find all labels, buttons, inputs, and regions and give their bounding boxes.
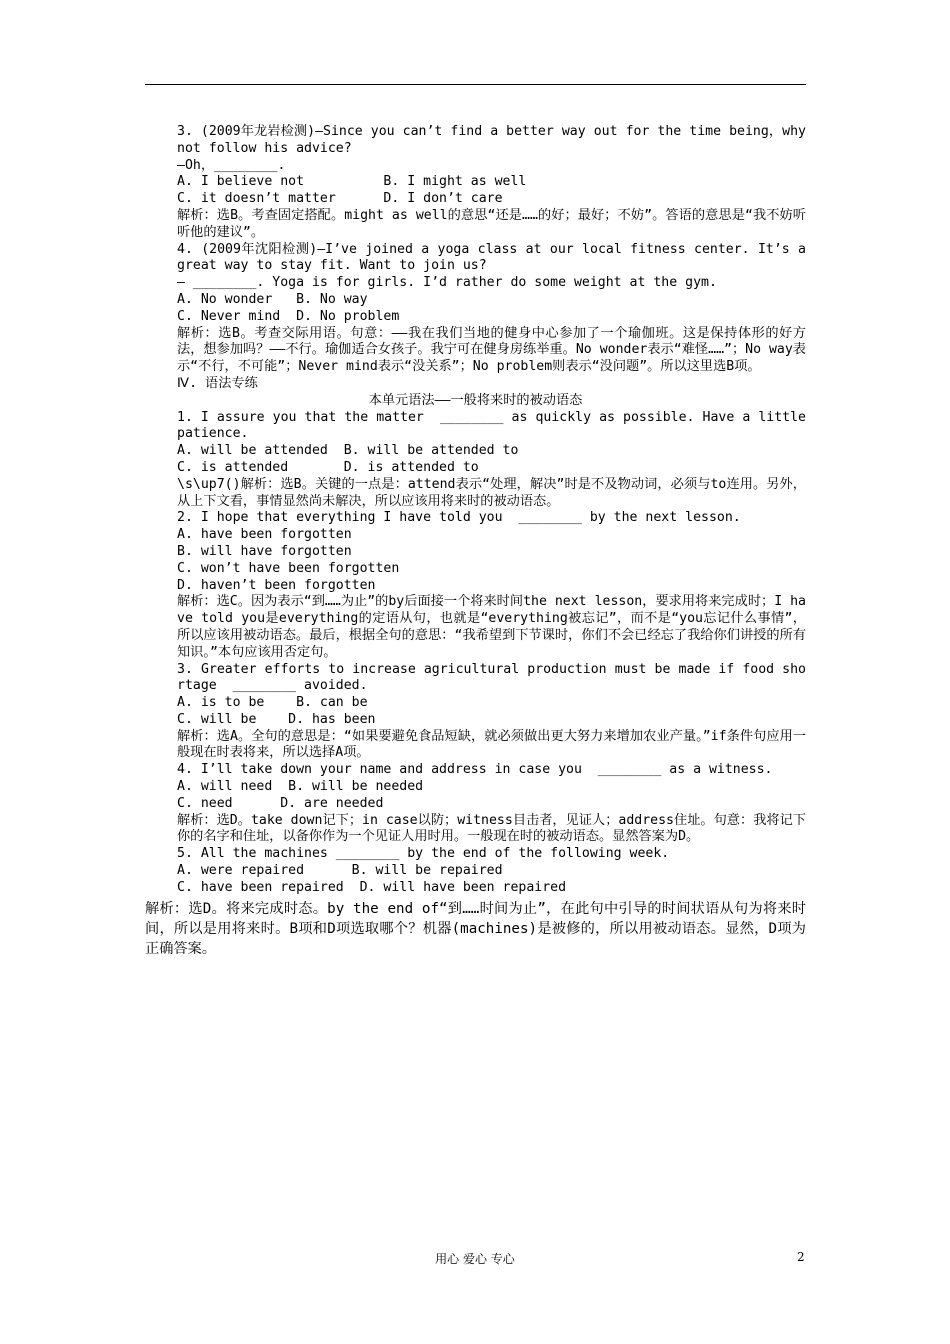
grammar-question-5-options-cd: C. have been repaired D. will have been repaired (177, 879, 567, 895)
document-body (145, 124, 814, 959)
header-rule (145, 84, 806, 85)
grammar-question-1-options-ab: A. will be attended B. will be attended to (177, 443, 519, 459)
grammar-question-3: 3. Greater efforts to increase agricultural production must be made if food shortage ________ avoided. (177, 661, 806, 694)
grammar-question-5-options-ab: A. were repaired B. will be repaired (177, 863, 503, 879)
grammar-question-4-options-ab: A. will need B. will be needed (177, 779, 424, 795)
grammar-question-3-explanation: 解析：选A。全句的意思是：“如果要避免食品短缺，就必须做出更大努力来增加农业产量。”if条件句应用一般现在时表将来，所以选择A项。 (177, 728, 806, 761)
question-3-explanation: 解析：选B。考查固定搭配。might as well的意思“还是……的好；最好；不妨”。答语的意思是“我不妨听听他的建议”。 (177, 207, 806, 240)
question-3: 3. (2009年龙岩检测)—Since you can’t find a better way out for the time being，why not follow his advice? (177, 124, 814, 156)
grammar-question-3-options-ab: A. is to be B. can be (177, 695, 368, 711)
grammar-question-1: 1. I assure you that the matter ________ as quickly as possible. Have a little patience. (177, 409, 814, 442)
grammar-question-4-explanation: 解析：选D。take down记下；in case以防；witness目击者，见证人；address住址。句意：我将记下你的名字和住址，以备你作为一个见证人用时用。一般现在时的被动语态。显然答案为D。 (177, 812, 806, 845)
grammar-question-2: 2. I hope that everything I have told you ________ by the next lesson. (177, 510, 741, 526)
grammar-question-2-explanation: 解析：选C。因为表示“到……为止”的by后面接一个将来时间the next lesson，要求用将来完成时；I have told you是everything的定语从句，也就是“everything被忘记”，而不是“you忘记什么事情”，所以应该用被动语态。最后，根据全句的意思：“我希望到下节课时，你们不会已经忘了我给你们讲授的所有知识。”本句应该用否定句。 (177, 594, 806, 660)
grammar-question-5: 5. All the machines ________ by the end of the following week. (177, 846, 670, 862)
grammar-question-5-explanation: 解析：选D。将来完成时态。by the end of“到……时间为止”，在此句中引导的时间状语从句为将来时间，所以是用将来时。B项和D项选取哪个？机器(machines)是被修的，所以用被动语态。显然，D项为正确答案。 (145, 900, 806, 957)
grammar-question-1-options-cd: C. is attended D. is attended to (177, 459, 479, 475)
question-4-answer-blank: — ________. Yoga is for girls. I’d rather do some weight at the gym. (177, 275, 717, 291)
section-heading: Ⅳ. 语法专练 (177, 375, 258, 391)
question-4-options-cd: C. Never mind D. No problem (177, 308, 400, 324)
section-subheading: 本单元语法——一般将来时的被动语态 (368, 392, 583, 408)
grammar-question-2-option-c: C. won’t have been forgotten (177, 560, 400, 576)
question-3-options-cd: C. it doesn’t matter D. I don’t care (177, 191, 503, 207)
question-4-options-ab: A. No wonder B. No way (177, 291, 368, 307)
grammar-question-4: 4. I’ll take down your name and address in case you ________ as a witness. (177, 762, 773, 778)
question-3-answer-blank: —Oh，________. (177, 157, 286, 173)
footer-slogan: 用心 爱心 专心 (435, 1252, 515, 1266)
grammar-question-3-options-cd: C. will be D. has been (177, 711, 376, 727)
page-number: 2 (797, 1250, 805, 1264)
question-4-explanation: 解析：选B。考查交际用语。句意：——我在我们当地的健身中心参加了一个瑜伽班。这是保持体形的好方法，想参加吗？——不行。瑜伽适合女孩子。我宁可在健身房练举重。No wonder表示“难怪……”；No way表示“不行，不可能”；Never mind表示“没关系”；No problem则表示“没问题”。所以这里选B项。 (177, 325, 806, 375)
question-4: 4. (2009年沈阳检测)—I’ve joined a yoga class at our local fitness center. It’s a great way to stay fit. Want to join us? (177, 241, 814, 274)
grammar-question-4-options-cd: C. need D. are needed (177, 795, 384, 811)
grammar-question-1-explanation: \s\up7()解析：选B。关键的一点是：attend表示“处理，解决”时是不及物动词，必须与to连用。另外，从上下文看，事情显然尚未解决，所以应该用将来时的被动语态。 (177, 476, 806, 509)
grammar-question-2-option-d: D. haven’t been forgotten (177, 577, 376, 593)
grammar-question-2-option-a: A. have been forgotten (177, 527, 352, 543)
question-3-options-ab: A. I believe not B. I might as well (177, 174, 527, 190)
grammar-question-2-option-b: B. will have forgotten (177, 543, 352, 559)
